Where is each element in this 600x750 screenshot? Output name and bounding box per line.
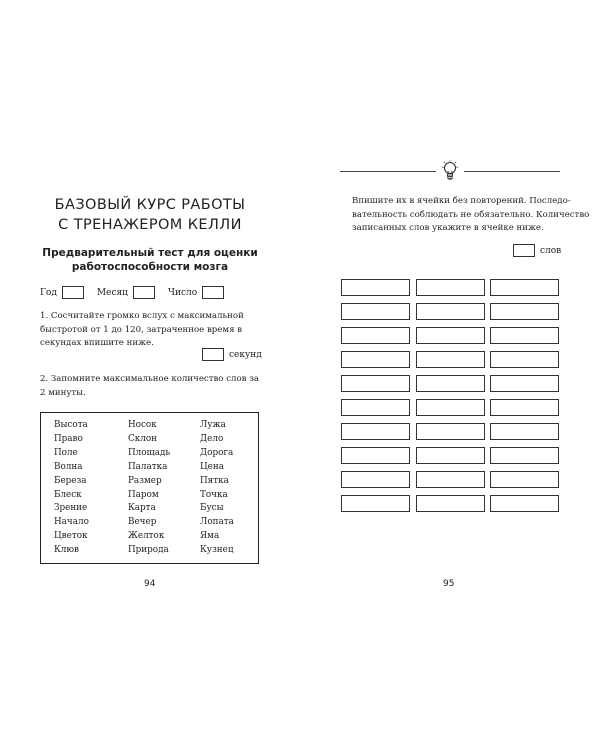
word-item: Желток bbox=[128, 531, 165, 542]
word-item: Лопата bbox=[200, 517, 234, 528]
answer-cell[interactable] bbox=[416, 495, 485, 512]
day-label: Число bbox=[167, 287, 198, 298]
answer-cell[interactable] bbox=[416, 471, 485, 488]
word-item: Площадь bbox=[128, 447, 171, 458]
word-item: Цветок bbox=[54, 531, 88, 542]
word-item: Дорога bbox=[200, 447, 234, 458]
word-column-1 bbox=[54, 419, 89, 558]
words-label: слов bbox=[540, 245, 562, 256]
word-item: Бусы bbox=[200, 503, 224, 514]
grid-row bbox=[341, 279, 559, 296]
answer-cell[interactable] bbox=[490, 351, 559, 368]
answer-cell[interactable] bbox=[416, 279, 485, 296]
answer-cell[interactable] bbox=[416, 351, 485, 368]
instruction-text bbox=[352, 195, 590, 236]
task-1-text: 1. Сосчитайте громко вслух с максимальной быстротой от 1 до 120, затраченное время в секундах впишите ниже. bbox=[40, 311, 244, 348]
word-item: Лужа bbox=[200, 420, 226, 430]
test-subtitle bbox=[40, 246, 260, 274]
page-number-right: 95 bbox=[443, 579, 455, 589]
right-page bbox=[300, 0, 600, 750]
answer-cell[interactable] bbox=[341, 279, 410, 296]
seconds-field[interactable] bbox=[202, 348, 224, 361]
word-item: Начало bbox=[54, 517, 89, 528]
title-line-2: С ТРЕНАЖЕРОМ КЕЛЛИ bbox=[58, 217, 242, 233]
grid-row bbox=[341, 423, 559, 440]
answer-cell[interactable] bbox=[490, 447, 559, 464]
seconds-row bbox=[202, 348, 262, 361]
answer-cell[interactable] bbox=[490, 423, 559, 440]
header-divider-left bbox=[340, 171, 436, 172]
grid-row bbox=[341, 303, 559, 320]
answer-cell[interactable] bbox=[341, 351, 410, 368]
word-item: Палатка bbox=[128, 461, 168, 472]
answer-cell[interactable] bbox=[416, 303, 485, 320]
lightbulb-icon bbox=[441, 160, 459, 182]
grid-row bbox=[341, 327, 559, 344]
word-item: Размер bbox=[128, 475, 162, 486]
seconds-label: секунд bbox=[229, 349, 262, 360]
word-item: Дело bbox=[200, 433, 224, 444]
word-item: Пятка bbox=[200, 475, 229, 486]
answer-cell[interactable] bbox=[341, 495, 410, 512]
answer-cell[interactable] bbox=[341, 423, 410, 440]
month-field[interactable] bbox=[133, 286, 155, 299]
instruction-line-1: Впишите их в ячейки без повторений. Последо- bbox=[352, 196, 571, 206]
answer-cell[interactable] bbox=[341, 303, 410, 320]
word-item: Клюв bbox=[54, 545, 80, 556]
answer-cell[interactable] bbox=[490, 399, 559, 416]
answer-cell[interactable] bbox=[416, 447, 485, 464]
page-number-left: 94 bbox=[144, 579, 156, 589]
word-item: Природа bbox=[128, 545, 169, 556]
grid-row bbox=[341, 375, 559, 392]
instruction-line-3: записанных слов укажите в ячейке ниже. bbox=[352, 223, 544, 233]
answer-cell[interactable] bbox=[490, 375, 559, 392]
answer-cell[interactable] bbox=[416, 375, 485, 392]
answer-cell[interactable] bbox=[416, 423, 485, 440]
page-title bbox=[40, 195, 260, 235]
word-list-box bbox=[40, 412, 259, 564]
word-column-2 bbox=[128, 419, 170, 558]
word-item: Цена bbox=[200, 461, 224, 472]
word-item: Поле bbox=[54, 447, 78, 458]
grid-row bbox=[341, 351, 559, 368]
subtitle-line-1: Предварительный тест для оценки bbox=[42, 247, 258, 259]
answer-cell[interactable] bbox=[341, 375, 410, 392]
word-item: Высота bbox=[54, 420, 88, 430]
word-item: Вечер bbox=[128, 517, 157, 528]
word-item: Яма bbox=[200, 531, 220, 542]
word-item: Блеск bbox=[54, 489, 82, 500]
word-item: Волна bbox=[54, 461, 83, 472]
subtitle-line-2: работоспособности мозга bbox=[71, 261, 229, 273]
day-field[interactable] bbox=[202, 286, 224, 299]
year-label: Год bbox=[40, 287, 57, 298]
word-item: Береза bbox=[54, 475, 87, 486]
word-item: Право bbox=[54, 433, 83, 444]
word-item: Паром bbox=[128, 489, 159, 500]
month-label: Месяц bbox=[96, 287, 128, 298]
task-2-text: 2. Запомните максимальное количество слов за 2 минуты. bbox=[40, 374, 260, 398]
answer-cell[interactable] bbox=[490, 279, 559, 296]
word-item: Носок bbox=[128, 420, 157, 430]
grid-row bbox=[341, 495, 559, 512]
word-count-row bbox=[513, 244, 561, 257]
word-item: Зрение bbox=[54, 503, 88, 514]
year-field[interactable] bbox=[62, 286, 84, 299]
word-item: Карта bbox=[128, 503, 156, 514]
answer-cell[interactable] bbox=[416, 327, 485, 344]
answer-cell[interactable] bbox=[490, 303, 559, 320]
instruction-line-2: вательность соблюдать не обязательно. Количество bbox=[352, 209, 590, 220]
answer-cell[interactable] bbox=[416, 399, 485, 416]
word-item: Склон bbox=[128, 433, 157, 444]
word-item: Кузнец bbox=[200, 545, 234, 556]
answer-cell[interactable] bbox=[341, 471, 410, 488]
header-divider-right bbox=[464, 171, 560, 172]
answer-cell[interactable] bbox=[490, 471, 559, 488]
grid-row bbox=[341, 447, 559, 464]
word-column-3 bbox=[200, 419, 234, 558]
answer-cell[interactable] bbox=[341, 327, 410, 344]
answer-grid bbox=[341, 279, 559, 519]
word-count-field[interactable] bbox=[513, 244, 535, 257]
grid-row bbox=[341, 399, 559, 416]
answer-cell[interactable] bbox=[341, 447, 410, 464]
grid-row bbox=[341, 471, 559, 488]
word-item: Точка bbox=[200, 489, 228, 500]
answer-cell[interactable] bbox=[490, 327, 559, 344]
answer-cell[interactable] bbox=[341, 399, 410, 416]
date-row bbox=[40, 286, 270, 299]
title-line-1: БАЗОВЫЙ КУРС РАБОТЫ bbox=[54, 197, 246, 213]
answer-cell[interactable] bbox=[490, 495, 559, 512]
